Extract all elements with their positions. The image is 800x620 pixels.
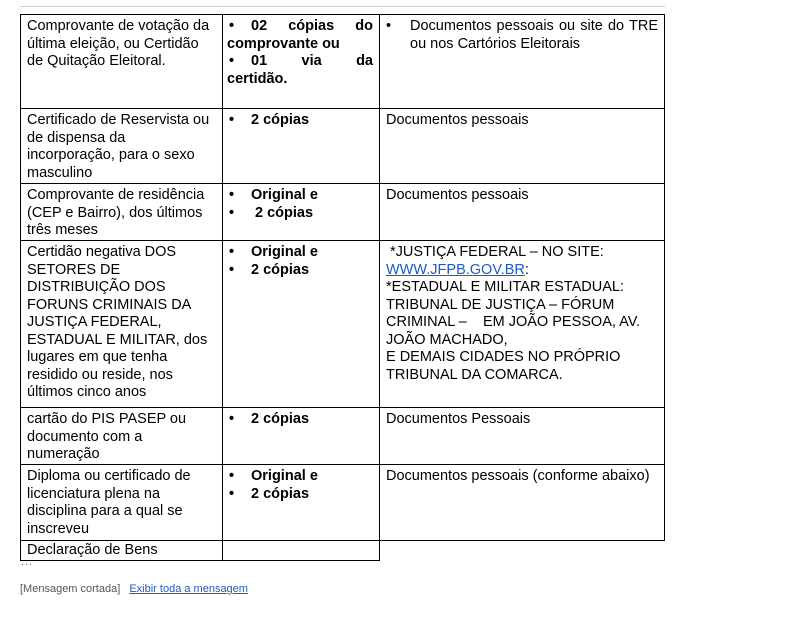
copies-text: 2 cópias	[251, 411, 310, 427]
source-federal-text: *JUSTIÇA FEDERAL – NO SITE:	[386, 244, 604, 260]
document-name: Declaração de Bens	[27, 542, 158, 558]
bullet-icon: •	[229, 53, 235, 69]
list-item	[229, 468, 373, 486]
documents-table	[20, 14, 665, 561]
source-cell	[380, 184, 665, 241]
table-row	[21, 408, 665, 465]
link-suffix: :	[524, 261, 529, 278]
copies-cell	[223, 465, 380, 541]
source-demais	[386, 349, 658, 384]
source-text: Documentos Pessoais	[386, 411, 531, 427]
list-item	[229, 262, 373, 280]
document-name: Comprovante de residência (CEP e Bairro), dos últimos três meses	[27, 187, 205, 238]
document-cell	[21, 408, 223, 465]
source-cell	[380, 109, 665, 184]
copies-cell	[223, 184, 380, 241]
copies-text: 02 cópias do comprovante ou	[227, 18, 373, 52]
copies-text: 2 cópias	[251, 485, 310, 502]
source-text: Documentos pessoais ou site do TRE ou nos Cartórios Eleitorais	[410, 18, 658, 52]
list-item	[229, 53, 373, 88]
table-row	[21, 15, 665, 109]
copies-text: 2 cópias	[251, 112, 310, 128]
source-demais-text: E DEMAIS CIDADES NO PRÓPRIO TRIBUNAL DA COMARCA.	[386, 349, 621, 383]
source-text: Documentos pessoais	[386, 112, 529, 128]
list-item	[229, 18, 373, 53]
view-full-message-link[interactable]: Exibir toda a mensagem	[129, 583, 248, 595]
bullet-icon: •	[229, 261, 235, 278]
table-row	[21, 184, 665, 241]
document-name: cartão do PIS PASEP ou documento com a numeração	[27, 411, 187, 462]
table-row	[21, 109, 665, 184]
bullet-icon: •	[229, 485, 235, 502]
document-cell	[21, 109, 223, 184]
bullet-icon: •	[229, 468, 235, 484]
document-name: Certidão negativa DOS SETORES DE DISTRIBUIÇÃO DOS FORUNS CRIMINAIS DA JUSTIÇA FEDERAL, ESTADUAL E MILITAR, dos lugares em que tenha residido ou reside, nos últimos cinco anos	[27, 244, 208, 400]
truncated-label: [Mensagem cortada]	[20, 583, 121, 595]
document-cell	[21, 465, 223, 541]
source-link-line	[386, 262, 658, 280]
bullet-icon: •	[229, 18, 235, 34]
source-estadual-text: *ESTADUAL E MILITAR ESTADUAL: TRIBUNAL DE JUSTIÇA – FÓRUM CRIMINAL – EM JOÃO PESSOA, AV. JOÃO MACHADO,	[386, 279, 645, 348]
source-federal	[386, 244, 658, 262]
bullet-icon: •	[229, 244, 235, 260]
list-item	[229, 187, 373, 205]
empty-cell	[380, 541, 665, 561]
top-divider	[20, 6, 665, 7]
source-cell	[380, 241, 665, 408]
table-row	[21, 465, 665, 541]
trimmed-content-ellipsis[interactable]: ...	[21, 556, 34, 568]
table-row	[21, 241, 665, 408]
document-name: Comprovante de votação da última eleição, ou Certidão de Quitação Eleitoral.	[27, 18, 210, 69]
source-cell	[380, 408, 665, 465]
copies-text: 2 cópias	[251, 261, 310, 278]
document-cell	[21, 15, 223, 109]
jfpb-link[interactable]: WWW.JFPB.GOV.BR	[386, 261, 525, 278]
list-item	[229, 205, 373, 223]
list-item	[229, 411, 373, 429]
source-text: Documentos pessoais (conforme abaixo)	[386, 468, 650, 484]
copies-cell	[223, 541, 380, 561]
copies-text: Original e	[251, 468, 318, 484]
copies-cell	[223, 241, 380, 408]
list-item	[229, 112, 373, 130]
table-row	[21, 541, 665, 561]
copies-cell	[223, 408, 380, 465]
bullet-icon: •	[229, 204, 235, 221]
document-cell	[21, 241, 223, 408]
copies-text: Original e	[251, 244, 318, 260]
document-cell	[21, 184, 223, 241]
bullet-icon: •	[386, 18, 392, 34]
bullet-icon: •	[229, 411, 235, 427]
list-item	[229, 486, 373, 504]
copies-text: 2 cópias	[255, 204, 314, 221]
list-item	[386, 18, 658, 53]
bullet-icon: •	[229, 187, 235, 203]
list-item	[229, 244, 373, 262]
document-name: Certificado de Reservista ou de dispensa da incorporação, para o sexo masculino	[27, 112, 210, 181]
copies-text: Original e	[251, 187, 318, 203]
message-truncated-footer	[20, 583, 248, 595]
copies-cell	[223, 109, 380, 184]
document-cell	[21, 541, 223, 561]
document-name: Diploma ou certificado de licenciatura plena na disciplina para a qual se inscreveu	[27, 468, 191, 537]
source-text: Documentos pessoais	[386, 187, 529, 203]
source-estadual	[386, 279, 658, 349]
source-cell	[380, 15, 665, 109]
copies-cell	[223, 15, 380, 109]
source-cell	[380, 465, 665, 541]
copies-text: 01 via da certidão.	[227, 53, 373, 87]
bullet-icon: •	[229, 112, 235, 128]
